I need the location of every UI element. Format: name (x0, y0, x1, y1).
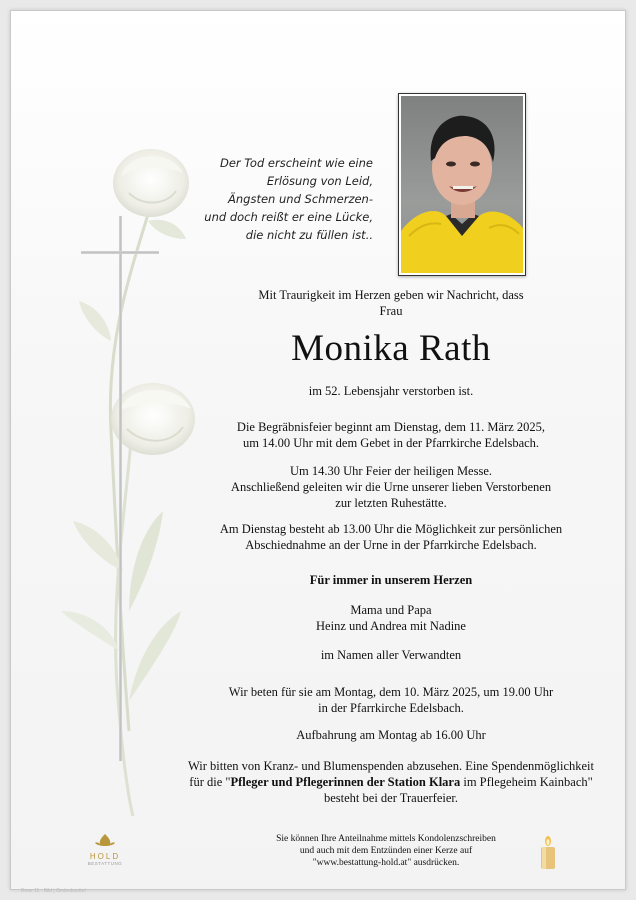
logo-flame-icon (94, 833, 116, 847)
image-credit: Rose 11 · Bild | Gedenkzettel (21, 888, 86, 894)
intro-line: Mit Traurigkeit im Herzen geben wir Nachricht, dass (258, 288, 524, 302)
logo-subtitle: BESTATTUNG (87, 861, 123, 866)
logo-name: HOLD (89, 852, 121, 861)
poem-line: die nicht zu füllen ist.. (245, 228, 373, 242)
text-line: und auch mit dem Entzünden einer Kerze auf (299, 846, 473, 856)
text-line: Abschiednahme an der Urne in der Pfarrkirche Edelsbach. (245, 538, 537, 552)
poem-line: und doch reißt er eine Lücke, (204, 210, 373, 224)
mourner-line: Mama und Papa (350, 603, 432, 617)
text-line: zur letzten Ruhestätte. (335, 496, 447, 510)
funeral-paragraph-2 (161, 463, 621, 511)
funeral-paragraph-1 (161, 419, 621, 451)
age-line: im 52. Lebensjahr verstorben ist. (308, 384, 474, 398)
text-line: "www.bestattung-hold.at" ausdrücken. (312, 858, 460, 868)
portrait-image (401, 96, 523, 273)
text-line: Die Begräbnisfeier beginnt am Dienstag, dem 11. März 2025, (236, 420, 546, 434)
portrait-photo (398, 93, 526, 276)
text-line: um 14.00 Uhr mit dem Gebet in der Pfarrkirche Edelsbach. (242, 436, 540, 450)
text-line: Wir bitten von Kranz- und Blumenspenden abzusehen. Eine Spendenmöglichkeit (188, 759, 594, 773)
cross-bar (81, 251, 159, 254)
candle-icon[interactable] (537, 835, 559, 871)
hold-logo (83, 833, 127, 866)
text-line: Am Dienstag besteht ab 13.00 Uhr die Möglichkeit zur persönlichen (219, 522, 563, 536)
deceased-name: Monika Rath (291, 328, 491, 369)
funeral-paragraph-3 (161, 521, 621, 553)
text-line: in der Pfarrkirche Edelsbach. (318, 701, 464, 715)
text-span: im Pflegeheim Kainbach" (460, 775, 593, 789)
parte-card (10, 10, 626, 894)
text-line (161, 774, 621, 790)
poem (161, 154, 373, 244)
salutation: Frau (379, 304, 403, 318)
condolence-note (226, 833, 546, 869)
poem-line: Erlösung von Leid, (266, 174, 373, 188)
viewing-line: Aufbahrung am Montag ab 16.00 Uhr (296, 728, 486, 742)
text-line: Sie können Ihre Anteilnahme mittels Kondolenzschreiben (276, 834, 496, 844)
poem-line: Der Tod erscheint wie eine (219, 156, 373, 170)
text-line: besteht bei der Trauerfeier. (324, 791, 458, 805)
prayer-paragraph (161, 684, 621, 716)
mourner-line: Heinz und Andrea mit Nadine (316, 619, 466, 633)
text-span: für die " (189, 775, 231, 789)
mourner-line: im Namen aller Verwandten (320, 648, 462, 662)
portrait-illustration (401, 96, 523, 273)
station-name: Pfleger und Pflegerinnen der Station Klara (230, 775, 461, 789)
motto: Für immer in unserem Herzen (309, 573, 473, 587)
donation-paragraph (161, 758, 621, 806)
poem-line: Ängsten und Schmerzen- (228, 192, 373, 206)
text-line: Anschließend geleiten wir die Urne unserer lieben Verstorbenen (230, 480, 552, 494)
text-line: Um 14.30 Uhr Feier der heiligen Messe. (289, 464, 493, 478)
cross-icon (119, 216, 122, 761)
text-line: Wir beten für sie am Montag, dem 10. März 2025, um 19.00 Uhr (228, 685, 554, 699)
